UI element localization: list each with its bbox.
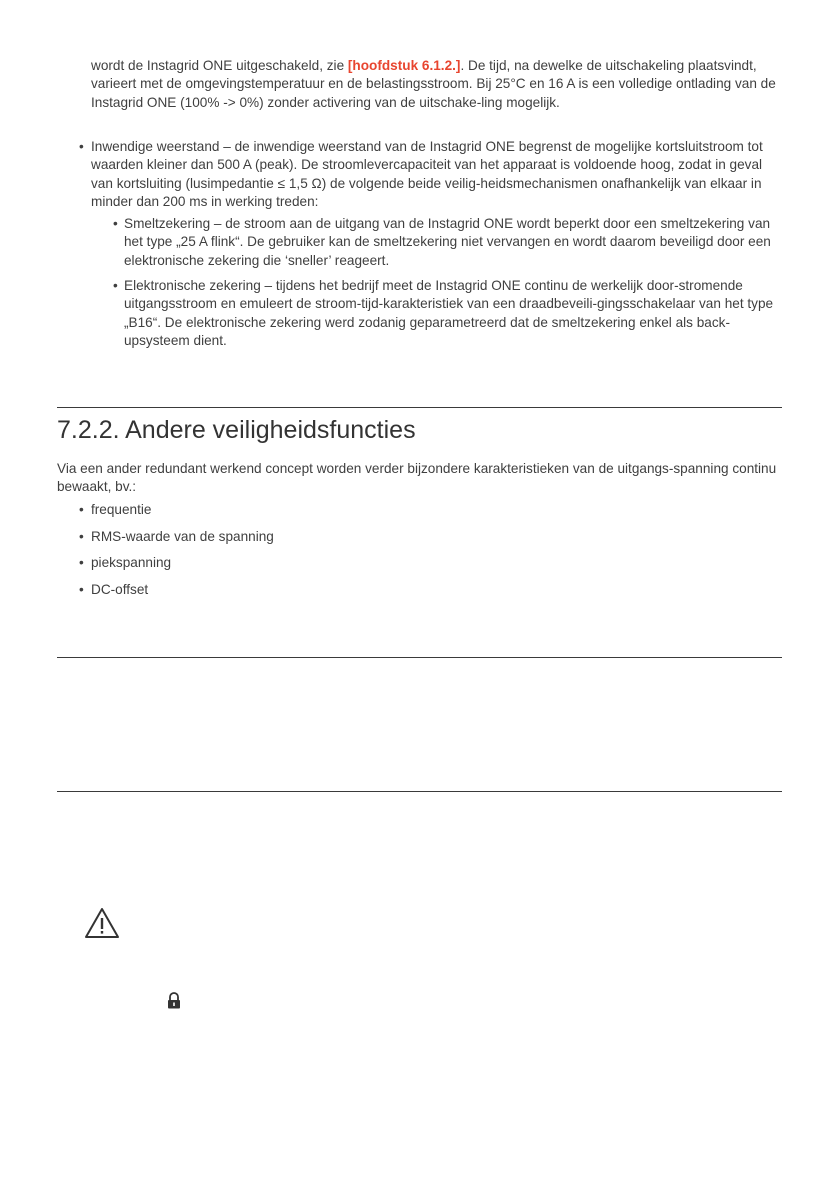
bullet-marker: • bbox=[79, 139, 84, 154]
sub-bullet-smeltzekering: Smeltzekering – de stroom aan de uitgang van de Instagrid ONE wordt beperkt door een smeltzekering van het type „25 A flink“. De gebruiker kan de smeltzekering niet vervangen en wordt daarom beveiligd door een elektronische zekering die ‘sneller’ reageert. bbox=[124, 216, 771, 268]
list-marker: • bbox=[79, 555, 84, 570]
intro-text-before: wordt de Instagrid ONE uitgeschakeld, zie bbox=[91, 58, 348, 73]
bullet-inwendige-weerstand: Inwendige weerstand – de inwendige weerstand van de Instagrid ONE begrenst de mogelijke kortsluitstroom tot waarden kleiner dan 500 A (peak). De stroomlevercapaciteit van het apparaat is voldoende hoog, zodat in geval van kortsluiting (lusimpedantie ≤ 1,5 Ω) de volgende beide veilig-heidsmechanismen onafhankelijk van elkaar in minder dan 200 ms in werking treden: bbox=[91, 139, 763, 209]
list-item: DC-offset bbox=[91, 582, 149, 597]
intro-text-after: . De tijd, na dewelke de uitschakeling plaatsvindt, varieert met de omgevingstemperatuur en de belastingsstroom. Bij 25°C en 16 A is een volledige ontlading van de Instagrid ONE (100% -> 0%) zonder activering van de uitschake-ling mogelijk. bbox=[91, 58, 776, 110]
sub-bullet-marker: • bbox=[113, 278, 118, 293]
section-intro: Via een ander redundant werkend concept worden verder bijzondere karakteristieken van de uitgangs-spanning continu bewaakt, bv.: bbox=[57, 461, 777, 495]
sub-bullet-marker: • bbox=[113, 216, 118, 231]
section-divider bbox=[57, 407, 782, 408]
list-marker: • bbox=[79, 529, 84, 544]
intro-paragraph bbox=[91, 57, 781, 112]
list-marker: • bbox=[79, 582, 84, 597]
padlock-icon bbox=[166, 992, 182, 1009]
warning-triangle-icon bbox=[84, 907, 120, 939]
chapter-link[interactable]: [hoofdstuk 6.1.2.] bbox=[347, 58, 461, 73]
section-title: 7.2.2. Andere veiligheidsfuncties bbox=[57, 416, 416, 444]
box-bottom-rule bbox=[57, 791, 782, 792]
sub-bullet-elektronische-zekering: Elektronische zekering – tijdens het bedrijf meet de Instagrid ONE continu de werkelijk door-stromende uitgangsstroom en emuleert de stroom-tijd-karakteristiek van een draadbeveili-gingsschakelaar van het type „B16“. De elektronische zekering werd zodanig geparametreerd dat de smeltzekering enkel als back-upsysteem dient. bbox=[124, 278, 774, 348]
list-item: piekspanning bbox=[91, 555, 172, 570]
list-marker: • bbox=[79, 502, 84, 517]
box-top-rule bbox=[57, 657, 782, 658]
list-item: frequentie bbox=[91, 502, 152, 517]
list-item: RMS-waarde van de spanning bbox=[91, 529, 274, 544]
